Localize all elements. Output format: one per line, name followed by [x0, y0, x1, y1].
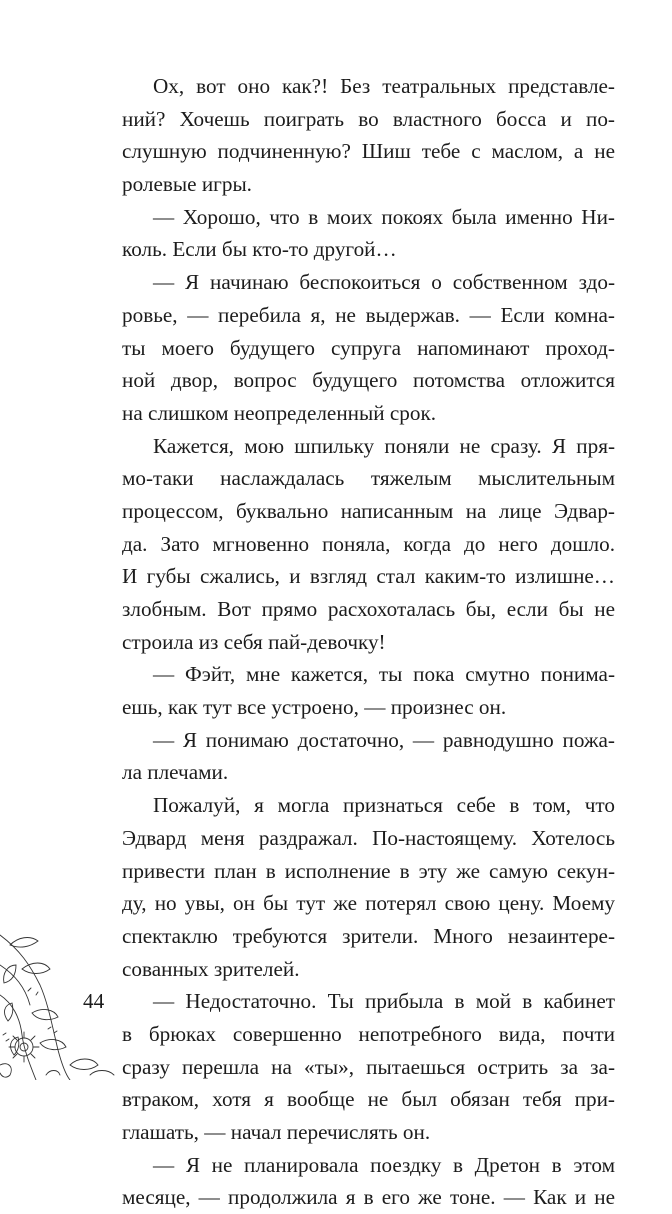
text-line: сразу перешла на «ты», пытаешься острить за за-: [122, 1054, 615, 1079]
text-line: месяце, — продолжила я в его же тоне. — Как и не: [122, 1185, 615, 1210]
text-line: да. Зато мгновенно поняла, когда до него дошло.: [122, 531, 615, 556]
text-line: Эдвард меня раздражал. По-настоящему. Хотелось: [122, 825, 615, 850]
text-line: привести план в исполнение в эту же самую секун-: [122, 858, 615, 883]
text-line: ду, но увы, он бы тут же потерял свою цену. Моему: [122, 891, 615, 916]
text-line: Пожалуй, я могла признаться себе в том, что: [153, 793, 615, 818]
text-line: глашать, — начал перечислять он.: [122, 1120, 431, 1144]
text-line: ний? Хочешь поиграть во властного босса и по-: [122, 106, 615, 131]
text-line: ты моего будущего супруга напоминают проход-: [122, 335, 615, 360]
text-line: — Я начинаю беспокоиться о собственном здо-: [153, 270, 615, 295]
page-number: 44: [83, 989, 105, 1013]
text-line: ролевые игры.: [122, 172, 252, 197]
text-line: строила из себя пай-девочку!: [122, 629, 386, 654]
text-line: коль. Если бы кто-то другой…: [122, 237, 397, 262]
text-line: процессом, буквально написанным на лице Эдвар-: [122, 498, 615, 523]
text-line: — Фэйт, мне кажется, ты пока смутно понима-: [153, 662, 615, 687]
text-line: Ох, вот оно как?! Без театральных представле-: [153, 74, 615, 98]
text-line: спектаклю требуются зрители. Много незаинтере-: [122, 923, 615, 948]
text-line: — Я понимаю достаточно, — равнодушно пожа-: [153, 727, 615, 752]
text-line: слушную подчиненную? Шиш тебе с маслом, а не: [122, 139, 615, 164]
text-line: ровье, — перебила я, не выдержав. — Если комна-: [122, 302, 615, 327]
text-line: Кажется, мою шпильку поняли не сразу. Я пря-: [153, 433, 615, 458]
text-line: — Недостаточно. Ты прибыла в мой в кабинет: [153, 989, 615, 1014]
text-line: — Я не планировала поездку в Дретон в этом: [153, 1152, 615, 1177]
text-line: сованных зрителей.: [122, 956, 300, 981]
text-line: ешь, как тут все устроено, — произнес он.: [122, 695, 507, 720]
text-line: мо-таки наслаждалась тяжелым мыслительным: [122, 466, 615, 491]
text-line: злобным. Вот прямо расхохоталась бы, если бы не: [122, 597, 615, 621]
text-line: ла плечами.: [122, 760, 229, 785]
text-line: на слишком неопределенный срок.: [122, 400, 437, 425]
text-line: — Хорошо, что в моих покоях была именно Ни-: [153, 204, 615, 229]
text-line: втраком, хотя я вообще не был обязан тебя при-: [122, 1087, 615, 1112]
body-text: [122, 70, 615, 1214]
text-line: ной двор, вопрос будущего потомства отложится: [122, 368, 615, 393]
text-line: в брюках совершенно непотребного вида, почти: [122, 1021, 615, 1046]
text-line: И губы сжались, и взгляд стал каким-то излишне…: [122, 564, 615, 589]
